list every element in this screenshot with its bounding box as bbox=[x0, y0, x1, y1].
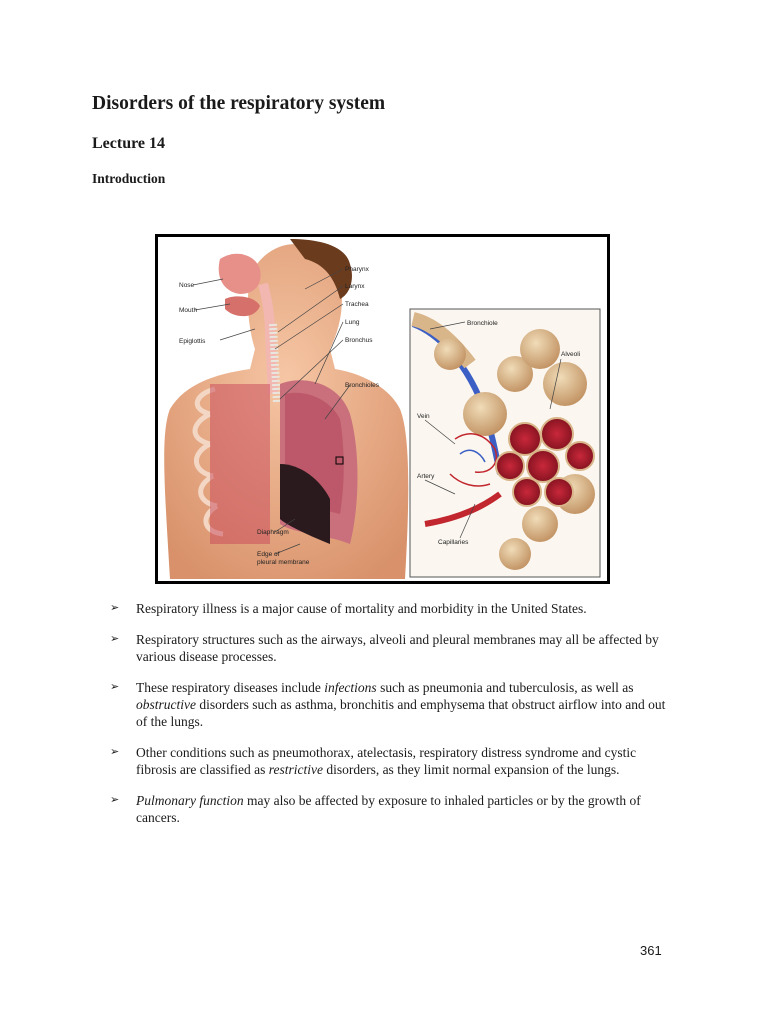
bullet-text-part: These respiratory diseases include bbox=[136, 680, 325, 695]
bullet-list bbox=[110, 600, 670, 840]
bullet-text-part: disorders, as they limit normal expansion of the lungs. bbox=[322, 762, 620, 777]
arrow-bullet-icon: ➢ bbox=[110, 746, 120, 758]
bullet-item-3 bbox=[110, 679, 670, 730]
bullet-item-5 bbox=[110, 792, 670, 826]
emphasis-restrictive: restrictive bbox=[268, 762, 323, 777]
label-edge-pleural-2: pleural membrane bbox=[257, 559, 310, 566]
bullet-text: Respiratory structures such as the airways, alveoli and pleural membranes may all be affected by various disease processes. bbox=[136, 632, 659, 664]
emphasis-pulmonary-function: Pulmonary function bbox=[136, 793, 244, 808]
label-alveoli: Alveoli bbox=[561, 351, 581, 358]
label-lung: Lung bbox=[345, 319, 360, 326]
label-bronchioles: Bronchioles bbox=[345, 382, 379, 389]
label-edge-pleural-1: Edge of bbox=[257, 551, 280, 558]
respiratory-illustration bbox=[155, 234, 610, 584]
emphasis-obstructive: obstructive bbox=[136, 697, 196, 712]
arrow-bullet-icon: ➢ bbox=[110, 602, 120, 614]
label-capillaries: Capillaries bbox=[438, 539, 469, 546]
lecture-heading: Lecture 14 bbox=[92, 135, 166, 152]
bullet-text-part: Other conditions such as pneumothorax, atelectasis, respiratory distress syndrome and cystic fibrosis are classified as bbox=[136, 745, 637, 777]
respiratory-figure bbox=[155, 234, 610, 584]
bullet-text-part: such as pneumonia and tuberculosis, as well as bbox=[376, 680, 634, 695]
bullet-item-2 bbox=[110, 631, 670, 665]
label-mouth: Mouth bbox=[179, 307, 198, 314]
label-bronchus: Bronchus bbox=[345, 337, 373, 344]
bullet-text: Respiratory illness is a major cause of mortality and morbidity in the United States. bbox=[136, 601, 587, 616]
page-number: 361 bbox=[640, 943, 662, 958]
emphasis-infections: infections bbox=[324, 680, 377, 695]
arrow-bullet-icon: ➢ bbox=[110, 633, 120, 645]
label-artery: Artery bbox=[417, 473, 435, 480]
bullet-text-part: may also be affected by exposure to inhaled particles or by the growth of cancers. bbox=[136, 793, 641, 825]
label-epiglottis: Epiglottis bbox=[179, 338, 206, 345]
bullet-item-4 bbox=[110, 744, 670, 778]
document-title: Disorders of the respiratory system bbox=[92, 93, 386, 114]
label-larynx: Larynx bbox=[345, 283, 365, 290]
arrow-bullet-icon: ➢ bbox=[110, 794, 120, 806]
label-trachea: Trachea bbox=[345, 301, 369, 308]
label-diaphragm: Diaphragm bbox=[257, 529, 289, 536]
label-pharynx: Pharynx bbox=[345, 266, 369, 273]
bullet-item-1 bbox=[110, 600, 670, 617]
section-heading: Introduction bbox=[92, 171, 166, 186]
label-vein: Vein bbox=[417, 413, 430, 420]
arrow-bullet-icon: ➢ bbox=[110, 681, 120, 693]
label-nose: Nose bbox=[179, 282, 195, 289]
bullet-text-part: disorders such as asthma, bronchitis and emphysema that obstruct airflow into and out of the lungs. bbox=[136, 697, 666, 729]
label-bronchiole: Bronchiole bbox=[467, 320, 498, 327]
